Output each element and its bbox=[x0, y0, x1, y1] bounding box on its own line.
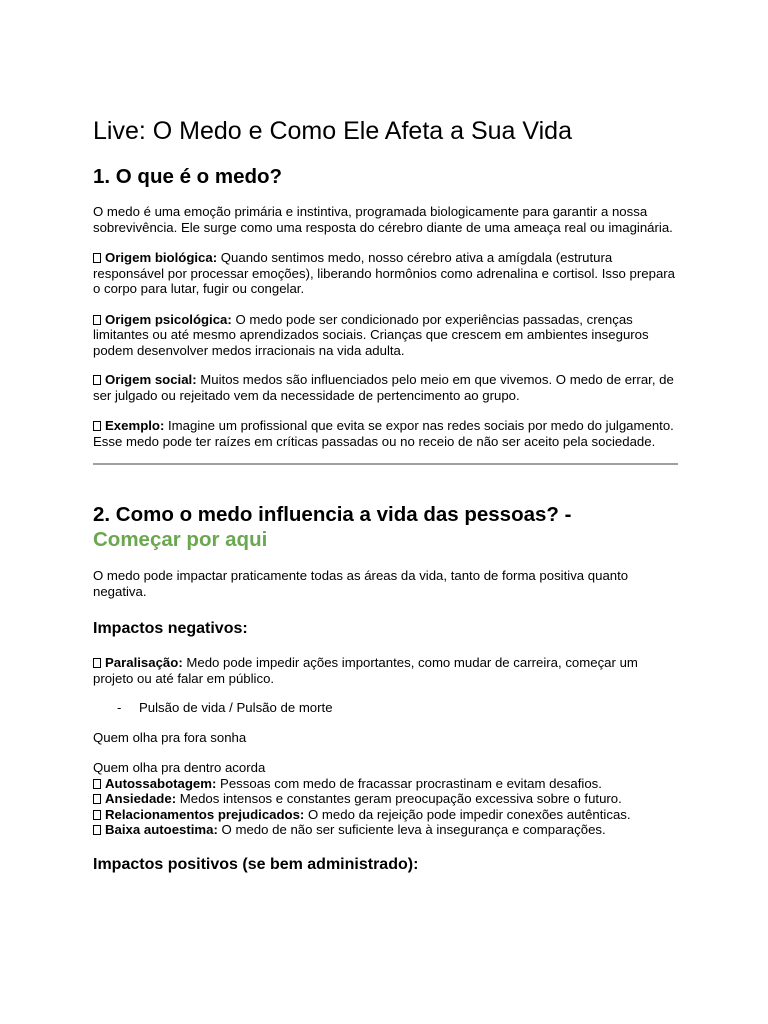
line-text: O medo da rejeição pode impedir conexões autênticas. bbox=[304, 806, 631, 822]
bullet-dash: - bbox=[117, 700, 122, 715]
exemplo-paragraph bbox=[93, 418, 678, 449]
section-2-heading bbox=[93, 502, 678, 552]
line-text: Pessoas com medo de fracassar procrastinam e evitam desafios. bbox=[216, 775, 602, 791]
origem-biologica-paragraph bbox=[93, 250, 678, 297]
section-divider bbox=[93, 463, 678, 465]
checkbox-glyph-icon bbox=[93, 825, 101, 835]
checkbox-glyph-icon bbox=[93, 375, 101, 385]
checkbox-glyph-icon bbox=[93, 421, 101, 431]
paragraph-label: Origem social: bbox=[105, 372, 197, 387]
line-text: Medos intensos e constantes geram preocupação excessiva sobre o futuro. bbox=[176, 791, 622, 806]
section-2-intro: O medo pode impactar praticamente todas as áreas da vida, tanto de forma positiva quanto negativa. bbox=[93, 568, 629, 599]
list-item bbox=[93, 700, 678, 716]
autossabotagem-line bbox=[93, 776, 678, 792]
line-label: Baixa autoestima: bbox=[105, 822, 218, 837]
impactos-positivos-heading: Impactos positivos (se bem administrado): bbox=[93, 855, 419, 873]
checkbox-glyph-icon bbox=[93, 315, 101, 325]
list-item-text: Pulsão de vida / Pulsão de morte bbox=[139, 700, 333, 715]
paragraph-label: Origem psicológica: bbox=[105, 311, 232, 327]
line-text: O medo de não ser suficiente leva à insegurança e comparações. bbox=[217, 822, 606, 837]
paragraph-label: Paralisação: bbox=[105, 655, 183, 670]
paragraph-text: Imagine um profissional que evita se expor nas redes sociais por medo do julgamento. Esse medo pode ter raízes em críticas passadas ou no receio de não ser aceito pela sociedade. bbox=[93, 418, 674, 449]
baixa-autoestima-line bbox=[93, 822, 678, 838]
paragraph-text: Quando sentimos medo, nosso cérebro ativa a amígdala (estrutura responsável por processar emoções), liberando hormônios como adrenalina e cortisol. Isso prepara o corpo para lutar, fugir ou congelar. bbox=[93, 250, 676, 296]
relacionamentos-line bbox=[93, 807, 678, 823]
paragraph-text: O medo pode ser condicionado por experiências passadas, crenças limitantes ou até mesmo aprendizados sociais. Crianças que crescem em ambientes inseguros podem desenvolver medos irracionais na vida adulta. bbox=[93, 311, 649, 358]
checkbox-glyph-icon bbox=[93, 794, 101, 804]
paragraph-label: Exemplo: bbox=[105, 418, 165, 433]
section-2-heading-text: 2. Como o medo influencia a vida das pessoas? - bbox=[93, 503, 572, 526]
quote-line-2: Quem olha pra dentro acorda bbox=[93, 760, 266, 775]
origem-psicologica-paragraph bbox=[93, 312, 678, 359]
line-label: Autossabotagem: bbox=[105, 775, 217, 791]
line-label: Relacionamentos prejudicados: bbox=[105, 806, 305, 822]
section-1-heading: 1. O que é o medo? bbox=[93, 165, 283, 188]
document-title: Live: O Medo e Como Ele Afeta a Sua Vida bbox=[93, 117, 572, 145]
checkbox-glyph-icon bbox=[93, 810, 101, 820]
checkbox-glyph-icon bbox=[93, 658, 101, 668]
impactos-negativos-heading: Impactos negativos: bbox=[93, 620, 248, 637]
checkbox-glyph-icon bbox=[93, 779, 101, 789]
quote-line-1: Quem olha pra fora sonha bbox=[93, 729, 247, 745]
comecar-por-aqui-link[interactable]: Começar por aqui bbox=[93, 528, 268, 551]
section-1-intro: O medo é uma emoção primária e instintiva, programada biologicamente para garantir a nossa sobrevivência. Ele surge como uma resposta do cérebro diante de uma ameaça real ou imaginária. bbox=[93, 204, 673, 235]
paragraph-label: Origem biológica: bbox=[105, 250, 218, 265]
paralisacao-paragraph bbox=[93, 655, 678, 686]
paragraph-text: Muitos medos são influenciados pelo meio em que vivemos. O medo de errar, de ser julgado ou rejeitado vem da necessidade de pertencimento ao grupo. bbox=[93, 372, 674, 403]
line-label: Ansiedade: bbox=[105, 791, 177, 806]
origem-social-paragraph bbox=[93, 372, 678, 403]
checkbox-glyph-icon bbox=[93, 253, 101, 263]
ansiedade-line bbox=[93, 791, 678, 807]
paragraph-text: Medo pode impedir ações importantes, como mudar de carreira, começar um projeto ou até falar em público. bbox=[93, 655, 638, 686]
